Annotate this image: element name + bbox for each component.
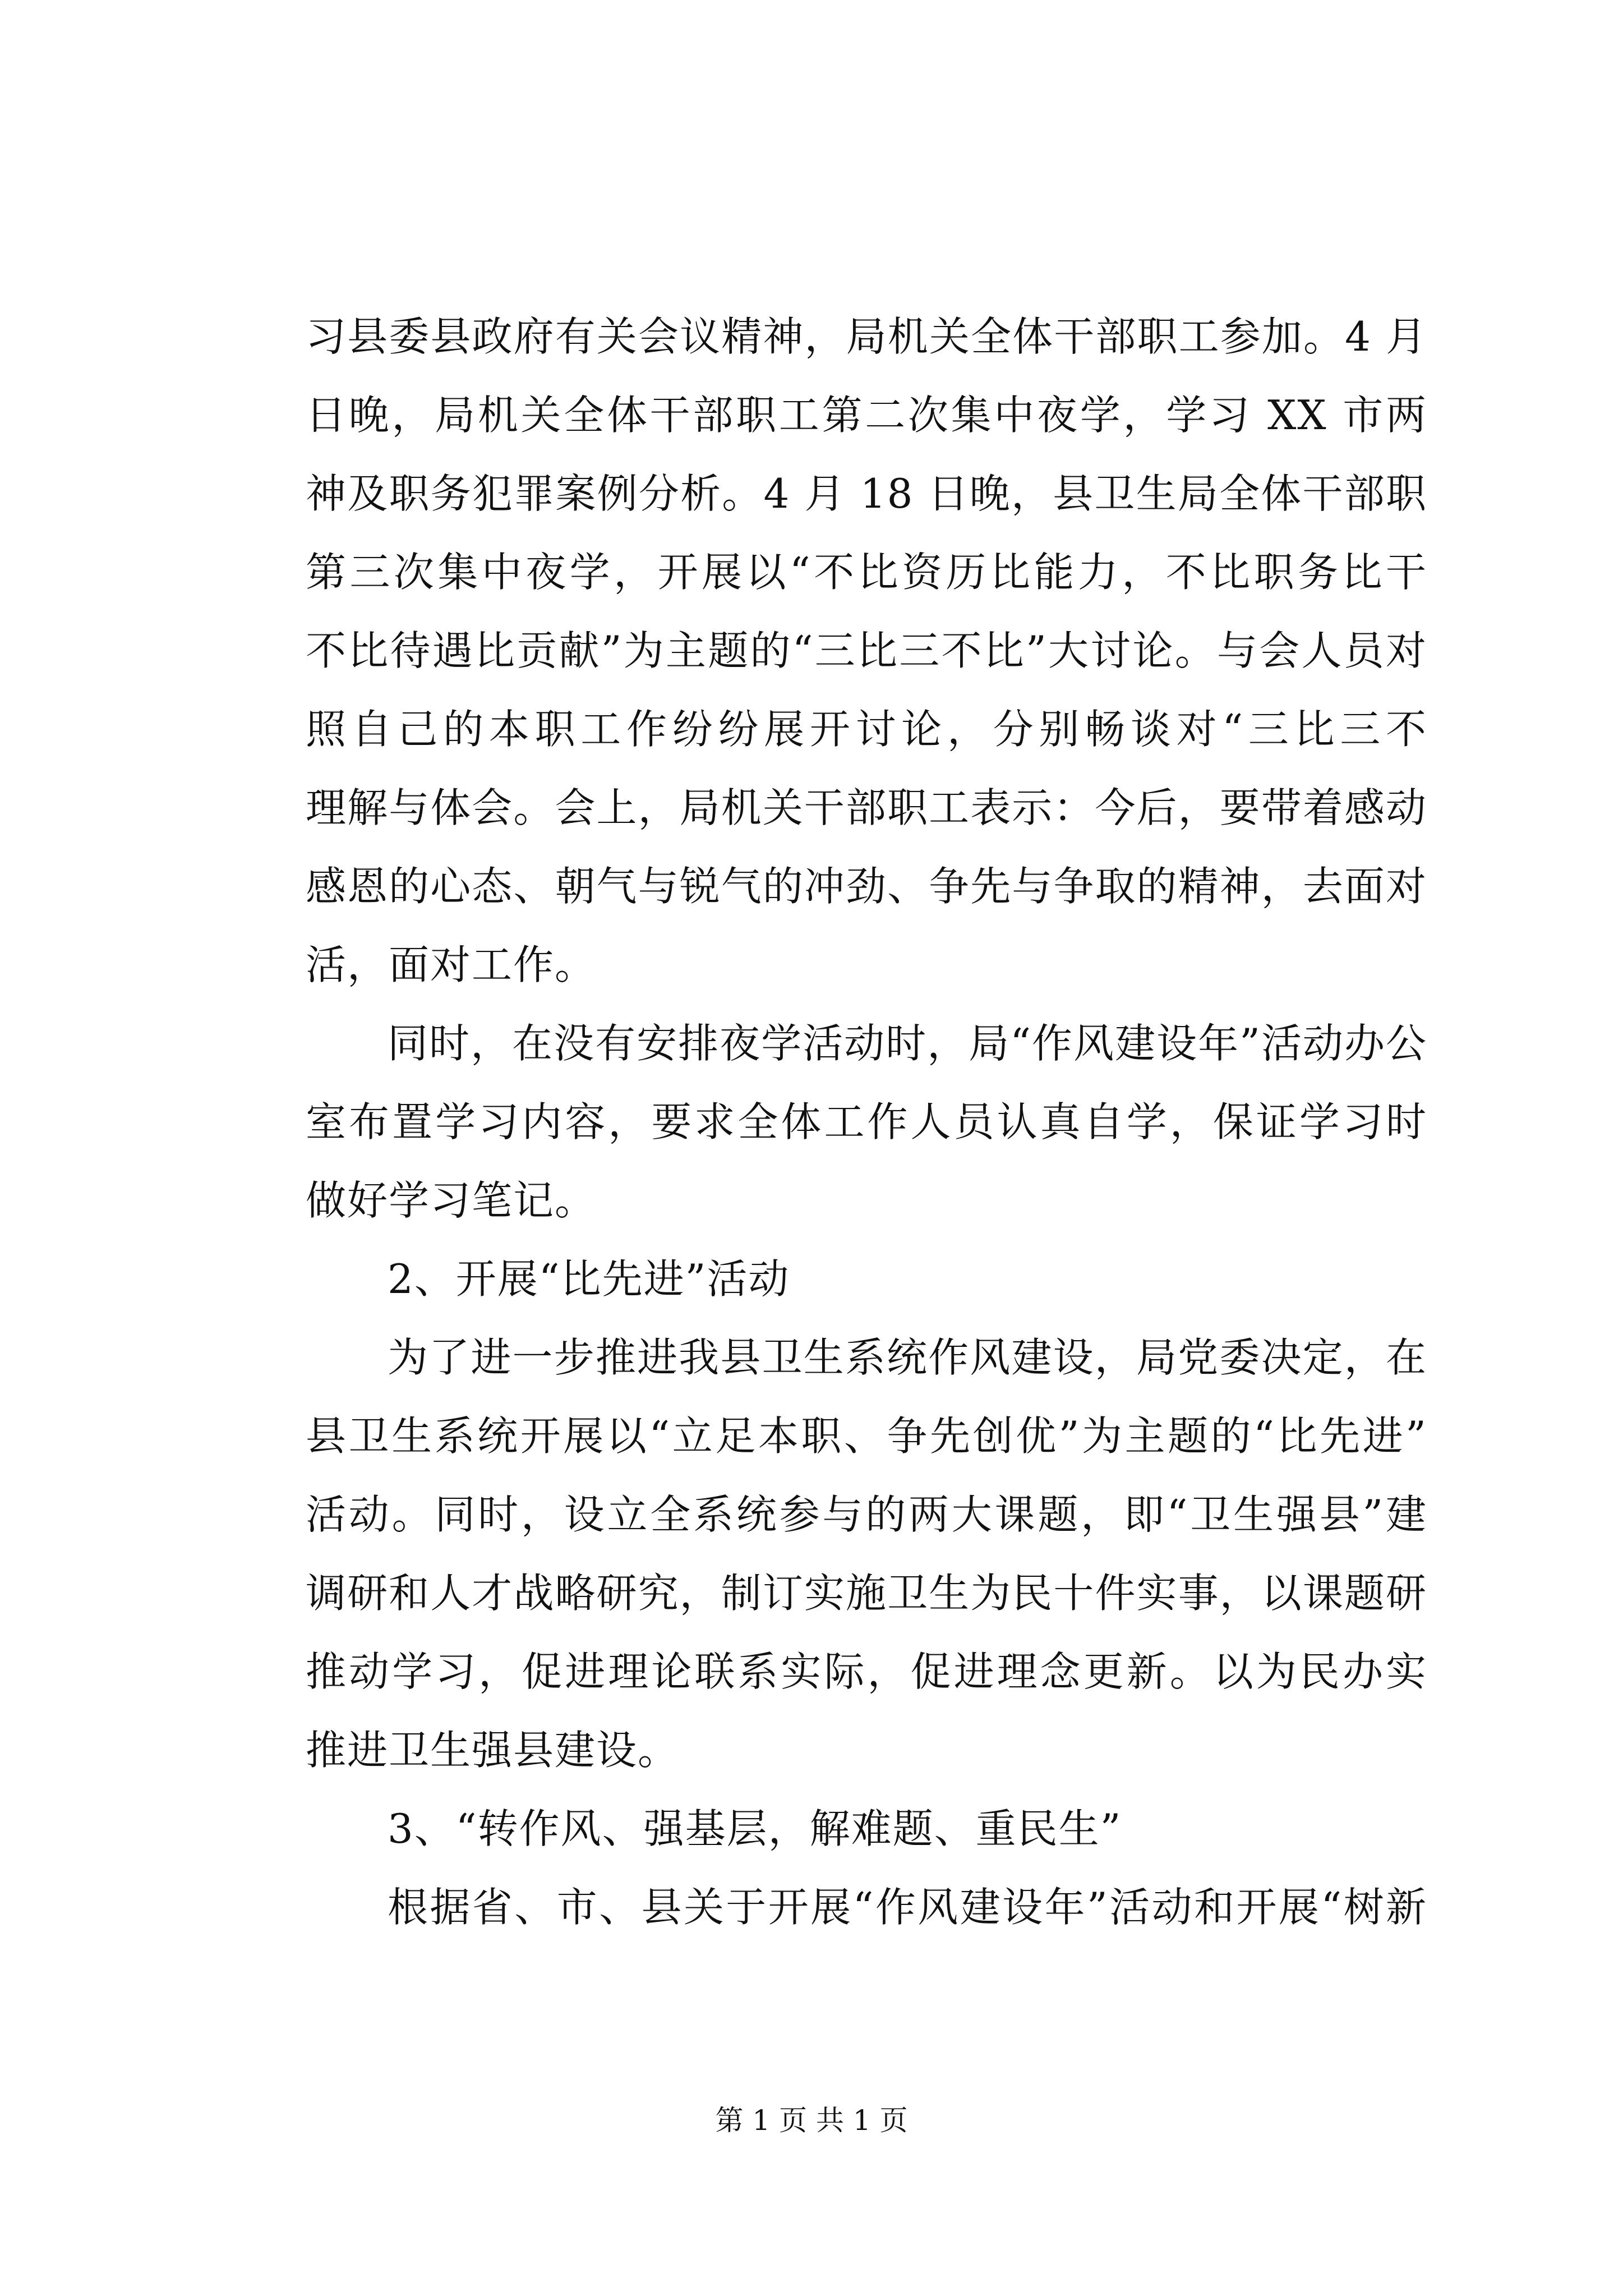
text-line: 调研和人才战略研究，制订实施卫生为民十件实事，以课题研 — [306, 1570, 1427, 1617]
text-line: 活，面对工作。 — [306, 941, 597, 988]
text-line: 推进卫生强县建设。 — [306, 1727, 680, 1774]
paragraph-first-line: 为了进一步推进我县卫生系统作风建设，局党委决定，在 — [388, 1334, 1427, 1381]
text-line: 感恩的心态、朝气与锐气的冲劲、争先与争取的精神，去面对 — [306, 863, 1427, 910]
text-line: 日晚，局机关全体干部职工第二次集中夜学，学习 XX 市两 — [306, 392, 1427, 439]
text-line: 神及职务犯罪案例分析。4 月 18 日晚，县卫生局全体干部职 — [306, 470, 1427, 517]
text-line: 活动。同时，设立全系统参与的两大课题，即“卫生强县”建 — [306, 1491, 1427, 1538]
text-line: 理解与体会。会上，局机关干部职工表示：今后，要带着感动 — [306, 784, 1427, 831]
text-line: 习县委县政府有关会议精神，局机关全体干部职工参加。4 月 — [306, 313, 1427, 360]
text-line: 县卫生系统开展以“立足本职、争先创优”为主题的“比先进” — [306, 1412, 1427, 1460]
section-heading: 2、开展“比先进”活动 — [388, 1255, 790, 1303]
text-line: 室布置学习内容，要求全体工作人员认真自学，保证学习时 — [306, 1098, 1427, 1145]
text-line: 做好学习笔记。 — [306, 1177, 597, 1224]
text-line: 推动学习，促进理论联系实际，促进理念更新。以为民办实 — [306, 1648, 1427, 1695]
text-line: 照自己的本职工作纷纷展开讨论，分别畅谈对“三比三不 — [306, 706, 1427, 753]
text-line: 第三次集中夜学，开展以“不比资历比能力，不比职务比干 — [306, 549, 1427, 596]
paragraph-first-line: 同时，在没有安排夜学活动时，局“作风建设年”活动办公 — [388, 1020, 1427, 1067]
page-number-footer: 第 1 页 共 1 页 — [715, 2104, 908, 2137]
section-heading: 3、“转作风、强基层，解难题、重民生” — [388, 1805, 1122, 1852]
document-body — [306, 297, 1427, 1947]
text-line: 不比待遇比贡献”为主题的“三比三不比”大讨论。与会人员对 — [306, 627, 1427, 674]
paragraph-first-line: 根据省、市、县关于开展“作风建设年”活动和开展“树新 — [388, 1884, 1427, 1931]
